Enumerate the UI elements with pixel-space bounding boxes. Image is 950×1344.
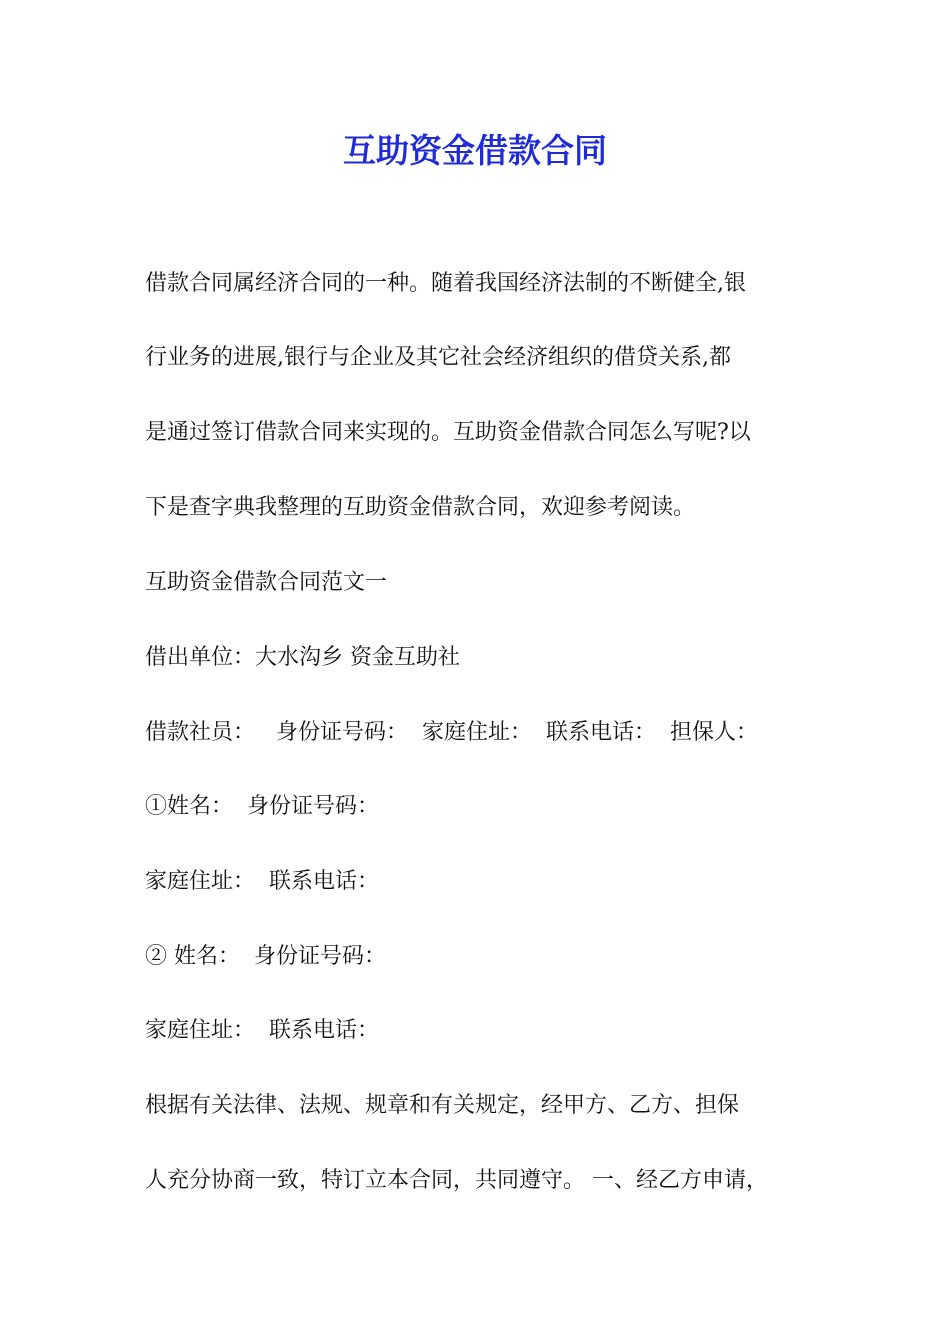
document-title: 互助资金借款合同: [343, 131, 607, 170]
body-line: 借款合同属经济合同的一种。随着我国经济法制的不断健全,银: [145, 271, 746, 296]
guarantor-1-address-line: 家庭住址： 联系电话：: [145, 869, 379, 894]
body-line: 是通过签订借款合同来实现的。互助资金借款合同怎么写呢?以: [145, 420, 751, 445]
lender-line: 借出单位：大水沟乡 资金互助社: [145, 645, 460, 670]
body-line: 根据有关法律、法规、规章和有关规定，经甲方、乙方、担保: [145, 1093, 740, 1118]
body-line: 人充分协商一致，特订立本合同，共同遵守。 一、经乙方申请，: [145, 1168, 768, 1193]
guarantor-1-name-line: ①姓名： 身份证号码：: [145, 794, 379, 819]
body-line: 下是查字典我整理的互助资金借款合同，欢迎参考阅读。: [145, 495, 696, 520]
borrower-line: 借款社员： 身份证号码： 家庭住址： 联系电话： 担保人：: [145, 720, 758, 745]
body-line: 行业务的进展,银行与企业及其它社会经济组织的借贷关系,都: [145, 345, 731, 370]
section-heading: 互助资金借款合同范文一: [145, 570, 388, 595]
guarantor-2-name-line: ② 姓名： 身份证号码：: [145, 944, 386, 969]
guarantor-2-address-line: 家庭住址： 联系电话：: [145, 1018, 379, 1043]
